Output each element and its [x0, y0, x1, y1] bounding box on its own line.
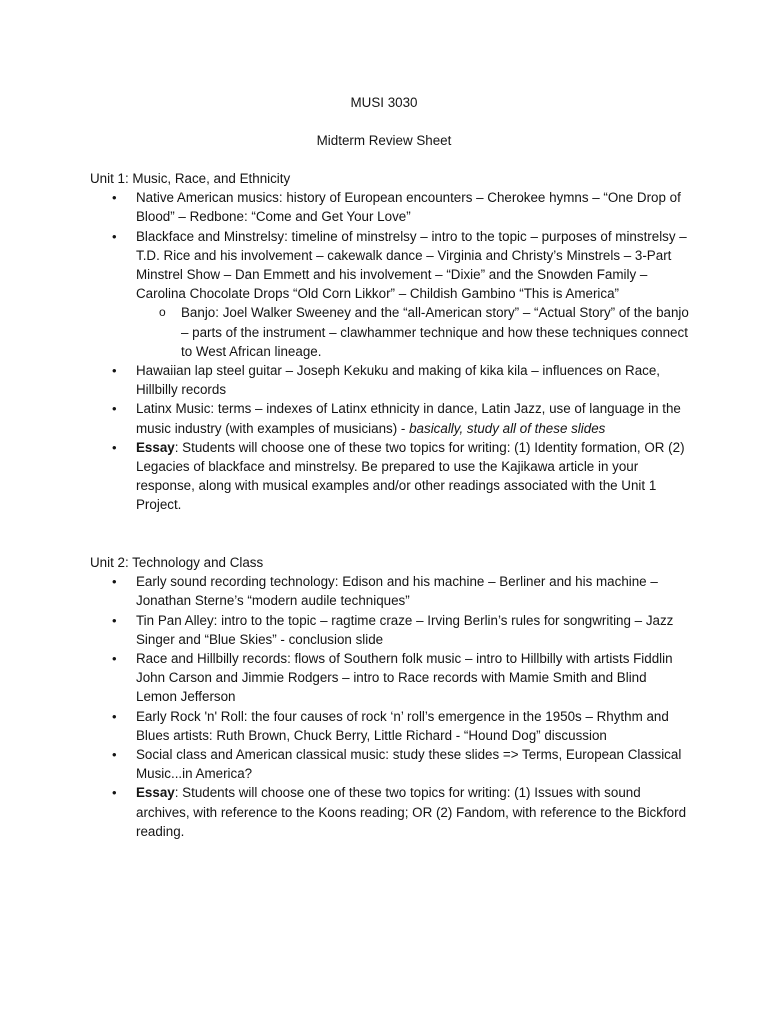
item-text: Native American musics: history of European encounters – Cherokee hymns – “One Drop of Blood” – Redbone: “Come and Get Your Love”: [136, 190, 681, 225]
list-item: [90, 361, 690, 399]
bullet-icon: •: [112, 747, 117, 763]
list-item: [90, 707, 690, 745]
unit-1-heading: Unit 1: Music, Race, and Ethnicity: [90, 171, 291, 186]
list-item: [90, 227, 690, 361]
item-emphasis: basically, study all of these slides: [409, 420, 606, 436]
list-item: [90, 611, 690, 649]
unit-1-section: [90, 169, 690, 515]
list-item: [90, 745, 690, 783]
list-item-essay: [90, 438, 690, 515]
item-text: Race and Hillbilly records: flows of Southern folk music – intro to Hillbilly with artists Fiddlin John Carson and Jimmie Rodgers – intro to Race records with Mamie Smith and Blind Lemon Jefferson: [136, 651, 673, 705]
item-text: : Students will choose one of these two topics for writing: (1) Issues with sound archives, with reference to the Koons reading; OR (2) Fandom, with reference to the Bickford reading.: [136, 785, 687, 839]
list-item: [90, 649, 690, 707]
course-title: MUSI 3030: [350, 95, 418, 110]
sub-item-text: Banjo: Joel Walker Sweeney and the “all-American story” – “Actual Story” of the banjo – parts of the instrument – clawhammer technique and how these techniques connect to West African lineage.: [181, 305, 689, 359]
unit-1-list: [90, 188, 690, 514]
bullet-icon: •: [112, 363, 117, 379]
unit-2-section: [90, 553, 690, 841]
list-item: [90, 188, 690, 226]
list-item-essay: [90, 783, 690, 841]
item-text: Latinx Music: terms – indexes of Latinx ethnicity in dance, Latin Jazz, use of language in the music industry (with examples of musicians) -: [136, 401, 681, 436]
unit-2-heading: Unit 2: Technology and Class: [90, 555, 264, 570]
bullet-icon: •: [112, 439, 117, 455]
bullet-icon: •: [112, 190, 117, 206]
bullet-icon: •: [112, 651, 117, 667]
essay-label: Essay: [136, 785, 175, 801]
item-text: Early sound recording technology: Edison and his machine – Berliner and his machine – Jonathan Sterne’s “modern audile techniques”: [136, 574, 658, 609]
list-item: [90, 572, 690, 610]
essay-label: Essay: [136, 439, 175, 455]
item-text: Social class and American classical music: study these slides => Terms, European Classical Music...in America?: [136, 747, 682, 782]
sub-list: [136, 303, 690, 361]
sub-list-item: [136, 303, 690, 361]
bullet-icon: •: [112, 228, 117, 244]
bullet-icon: •: [112, 401, 117, 417]
bullet-icon: •: [112, 708, 117, 724]
list-item: [90, 399, 690, 437]
item-text: Tin Pan Alley: intro to the topic – ragtime craze – Irving Berlin’s rules for songwriting – Jazz Singer and “Blue Skies” - conclusion slide: [136, 612, 674, 647]
unit-2-list: [90, 572, 690, 841]
bullet-icon: •: [112, 574, 117, 590]
bullet-icon: •: [112, 612, 117, 628]
item-text: Hawaiian lap steel guitar – Joseph Kekuku and making of kika kila – influences on Race, Hillbilly records: [136, 363, 661, 398]
item-text: Blackface and Minstrelsy: timeline of minstrelsy – intro to the topic – purposes of minstrelsy – T.D. Rice and his involvement – cakewalk dance – Virginia and Christy’s Minstrels – 3-Part Minstrel Show – Dan Emmett and his involvement – “Dixie” and the Snowden Family – Carolina Chocolate Drops “Old Corn Likkor” – Childish Gambino “This is America”: [136, 228, 687, 302]
item-text: : Students will choose one of these two topics for writing: (1) Identity formation, OR (2) Legacies of blackface and minstrelsy. Be prepared to use the Kajikawa article in your response, along with musical examples and/or other readings associated with the Unit 1 Project.: [136, 439, 685, 513]
bullet-icon: •: [112, 785, 117, 801]
circle-bullet-icon: o: [159, 305, 166, 320]
item-text: Early Rock 'n' Roll: the four causes of rock ‘n’ roll’s emergence in the 1950s – Rhythm and Blues artists: Ruth Brown, Chuck Berry, Little Richard - “Hound Dog” discussion: [136, 708, 669, 743]
document-title: Midterm Review Sheet: [316, 133, 452, 148]
